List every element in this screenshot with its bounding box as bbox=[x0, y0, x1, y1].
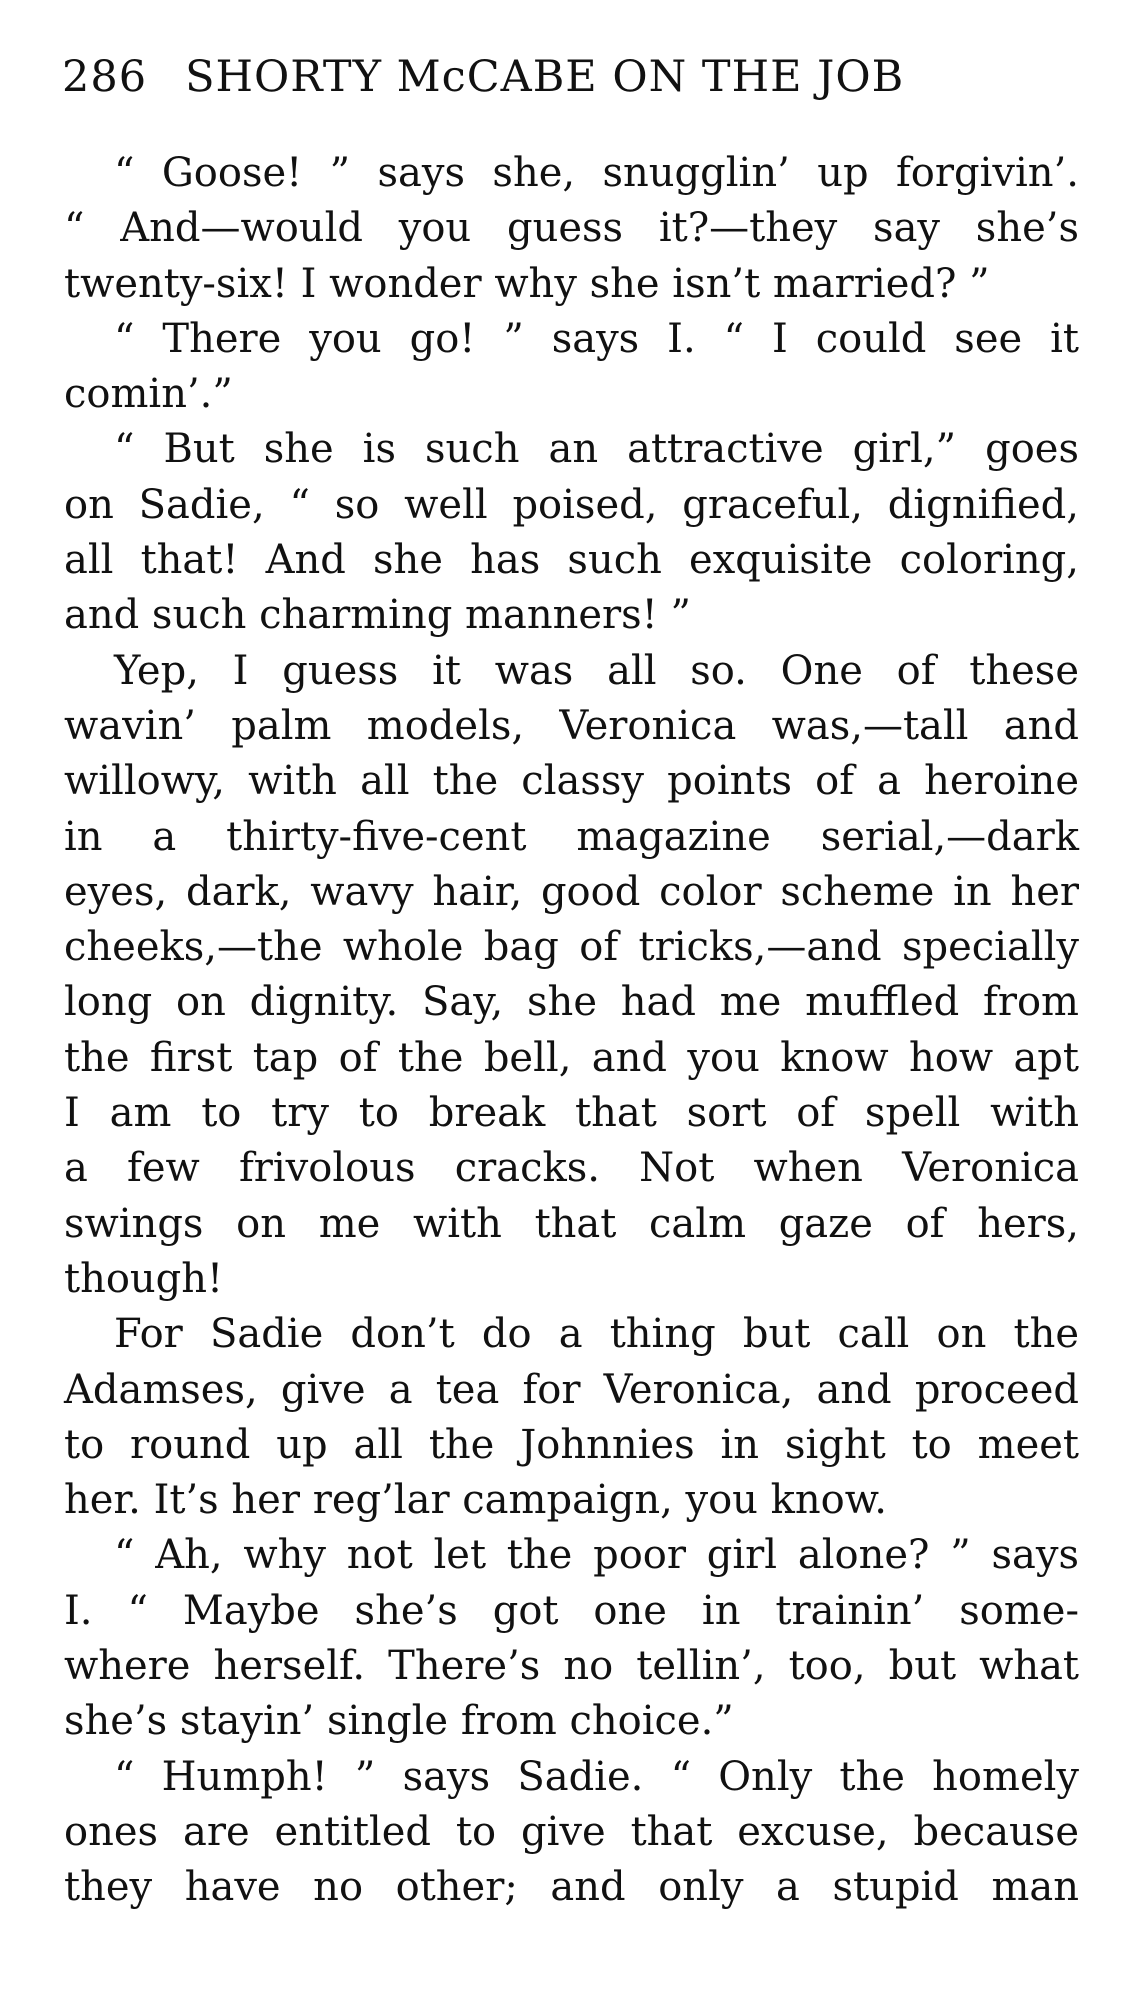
text-line: I. “ Maybe she’s got one in trainin’ some- bbox=[64, 1587, 1079, 1634]
text-line: “ But she is such an attractive girl,” goes bbox=[114, 426, 1079, 473]
text-line: to round up all the Johnnies in sight to meet bbox=[64, 1421, 1079, 1468]
text-line: wavin’ palm models, Veronica was,—tall and bbox=[64, 702, 1079, 749]
text-line: a few frivolous cracks. Not when Veronica bbox=[64, 1145, 1079, 1192]
text-line: ones are entitled to give that excuse, because bbox=[64, 1808, 1079, 1855]
text-line: in a thirty-five-cent magazine serial,—dark bbox=[64, 813, 1079, 860]
text-line: cheeks,—the whole bag of tricks,—and specially bbox=[64, 924, 1079, 971]
text-line: “ There you go! ” says I. “ I could see it bbox=[114, 315, 1079, 362]
text-line: “ Goose! ” says she, snugglin’ up forgivin’. bbox=[114, 150, 1079, 196]
text-line: Yep, I guess it was all so. One of these bbox=[114, 647, 1079, 694]
text-line: her. It’s her reg’lar campaign, you know. bbox=[64, 1477, 887, 1524]
page-number: 286 bbox=[62, 52, 148, 102]
text-line: For Sadie don’t do a thing but call on the bbox=[114, 1311, 1079, 1358]
text-line: where herself. There’s no tellin’, too, but what bbox=[64, 1643, 1079, 1690]
text-line: swings on me with that calm gaze of hers, bbox=[64, 1200, 1079, 1247]
text-line: eyes, dark, wavy hair, good color scheme in her bbox=[64, 868, 1079, 915]
body-text bbox=[64, 146, 1079, 1916]
text-line: willowy, with all the classy points of a heroine bbox=[64, 758, 1079, 805]
text-line: the first tap of the bell, and you know how apt bbox=[64, 1034, 1079, 1081]
text-line: long on dignity. Say, she had me muffled from bbox=[64, 979, 1079, 1026]
running-title: SHORTY McCABE ON THE JOB bbox=[185, 52, 905, 102]
text-line: Adamses, give a tea for Veronica, and proceed bbox=[64, 1366, 1079, 1413]
text-line: “ And—would you guess it?—they say she’s bbox=[64, 205, 1079, 252]
text-line: “ Humph! ” says Sadie. “ Only the homely bbox=[114, 1753, 1079, 1800]
text-line: “ Ah, why not let the poor girl alone? ” says bbox=[114, 1532, 1079, 1579]
text-line: all that! And she has such exquisite coloring, bbox=[64, 537, 1079, 584]
text-line: comin’.” bbox=[64, 371, 233, 418]
text-line: they have no other; and only a stupid man bbox=[64, 1864, 1079, 1911]
text-line: twenty-six! I wonder why she isn’t married? ” bbox=[64, 260, 990, 307]
text-line: and such charming manners! ” bbox=[64, 592, 691, 639]
running-header bbox=[62, 52, 1082, 102]
text-line: she’s stayin’ single from choice.” bbox=[64, 1698, 734, 1745]
text-line: on Sadie, “ so well poised, graceful, dignified, bbox=[64, 481, 1079, 528]
text-line: I am to try to break that sort of spell with bbox=[64, 1090, 1079, 1137]
text-line: though! bbox=[64, 1255, 224, 1302]
